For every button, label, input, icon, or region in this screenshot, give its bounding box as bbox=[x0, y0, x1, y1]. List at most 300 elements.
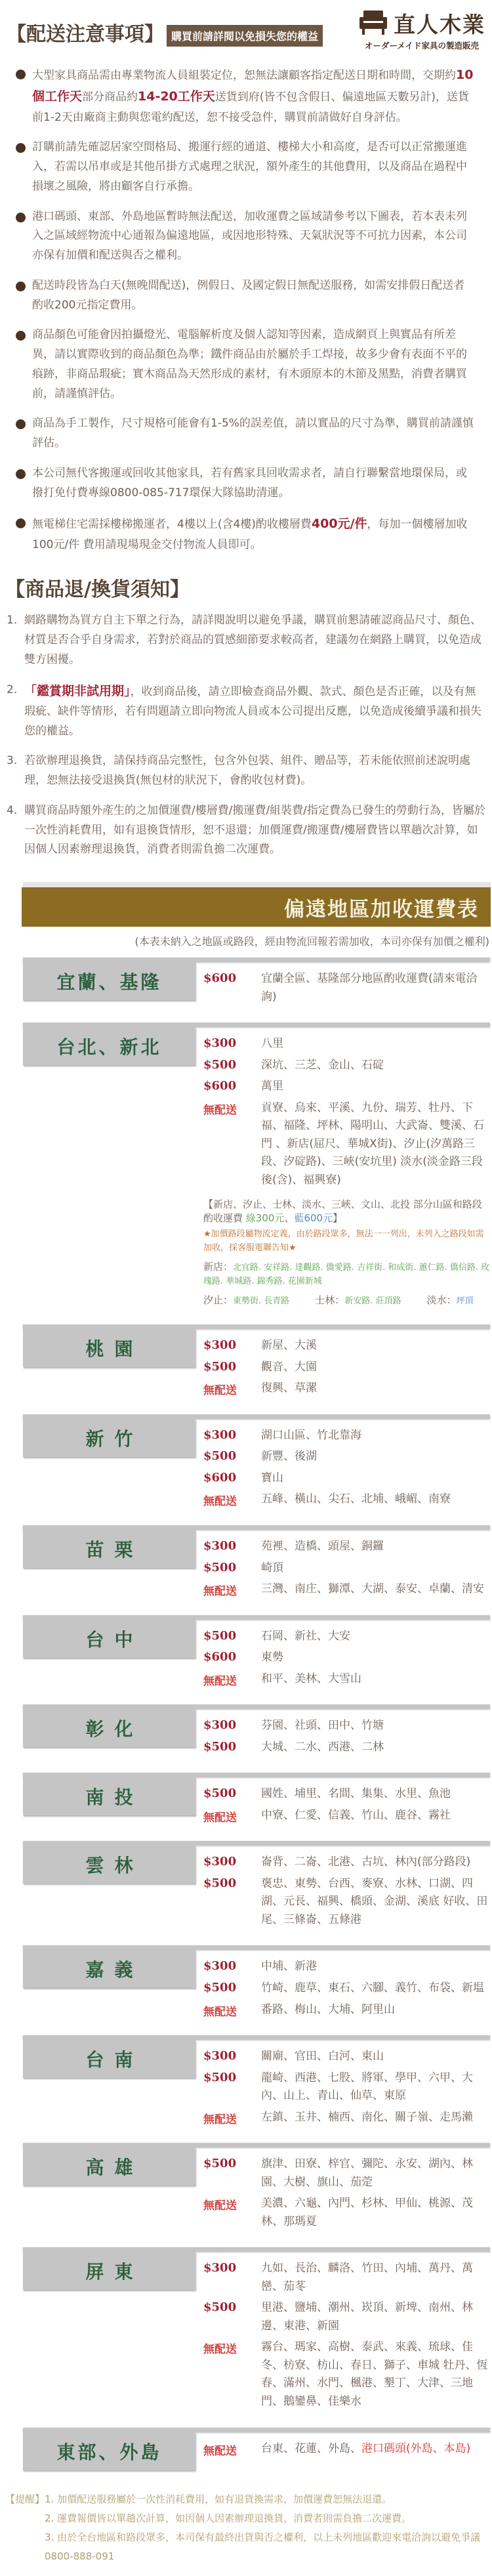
fee-price: $300 bbox=[203, 2049, 237, 2063]
fee-price: $500 bbox=[203, 2157, 237, 2171]
region-name: 苗栗 bbox=[85, 1539, 144, 1561]
bullet-icon bbox=[16, 282, 26, 291]
text-segment: 配送時段皆為白天(無晚間配送)，例假日、及國定假日無配送服務，如需安排假日配送者酌收200元指定費用。 bbox=[32, 278, 465, 312]
fee-areas bbox=[261, 2109, 490, 2127]
text-segment: 苑裡、造橋、頭屋、銅鑼 bbox=[261, 1540, 384, 1553]
return-item bbox=[7, 751, 487, 791]
text-segment: 和平、美林、大雪山 bbox=[261, 1672, 361, 1685]
region-cell bbox=[23, 1950, 195, 1988]
text-segment: 淡水： bbox=[426, 1294, 457, 1306]
fee-price: $500 bbox=[203, 1980, 237, 1995]
text-segment: ，每加一個樓層加收100元/件 費用請現場現金交付物流人員即可。 bbox=[32, 518, 468, 551]
text-segment: 【新店、汐止、士林、淡水、三峽、文山、北投 部分山區和路段酌收運費 bbox=[203, 1198, 482, 1225]
region-cell bbox=[23, 2147, 195, 2185]
delivery-note-text bbox=[32, 276, 476, 316]
fee-entry bbox=[203, 2440, 490, 2459]
delivery-note-text bbox=[32, 138, 476, 196]
brand-logo bbox=[358, 8, 488, 51]
text-segment: 崙背、二崙、北港、古坑、林內(部分路段) bbox=[261, 1855, 471, 1869]
text-segment: 霧台、瑪家、高樹、泰武、來義、琉球、佳冬、枋寮、枋山、春日、獅子、車城 牡丹、恆春、滿州、水門、楓港、墾丁、大津、三地門、鵝鑾鼻、佳樂水 bbox=[261, 2340, 488, 2409]
region-cell bbox=[23, 1329, 195, 1367]
text-segment bbox=[289, 1296, 315, 1306]
fee-price: $600 bbox=[203, 1650, 237, 1664]
delivery-note bbox=[0, 414, 488, 454]
fee-table-row bbox=[23, 1414, 490, 1516]
fee-areas bbox=[261, 1958, 490, 1976]
fee-entry bbox=[203, 1427, 490, 1445]
row-divider bbox=[23, 2143, 490, 2147]
no-delivery-label: 無配送 bbox=[203, 1585, 237, 1599]
fee-entry bbox=[203, 2048, 490, 2066]
fee-entry bbox=[203, 2155, 490, 2191]
fee-areas bbox=[261, 2001, 490, 2019]
no-delivery-label: 無配送 bbox=[203, 1674, 237, 1688]
fee-entry bbox=[203, 1670, 490, 1689]
fee-price: $300 bbox=[203, 1036, 237, 1051]
no-delivery-label: 無配送 bbox=[203, 1103, 237, 1117]
logo-row bbox=[358, 8, 485, 39]
row-divider bbox=[23, 1525, 490, 1530]
no-delivery-label: 無配送 bbox=[203, 2199, 237, 2213]
region-cell bbox=[23, 2040, 195, 2078]
row-divider bbox=[23, 1324, 490, 1329]
fee-row-body bbox=[23, 1846, 490, 1936]
text-segment: 新豐、後湖 bbox=[261, 1450, 317, 1464]
region-entries bbox=[195, 2040, 490, 2134]
delivery-note-text bbox=[32, 207, 476, 266]
region-entries bbox=[195, 1620, 490, 1696]
text-segment: 國姓、埔里、名間、集集、水里、魚池 bbox=[261, 1787, 451, 1801]
fee-entry bbox=[203, 1448, 490, 1466]
fee-areas bbox=[261, 1717, 490, 1735]
fee-entry bbox=[203, 1490, 490, 1509]
fee-table-row bbox=[23, 1704, 490, 1763]
row-divider bbox=[23, 2428, 490, 2432]
region-cell bbox=[23, 1027, 195, 1065]
fee-table-row bbox=[23, 2035, 490, 2134]
text-segment: 竹崎、鹿草、東石、六腳、義竹、布袋、新塭 bbox=[261, 1981, 484, 1995]
armchair-icon bbox=[358, 9, 388, 38]
return-item-text bbox=[24, 751, 487, 791]
fee-areas bbox=[261, 1469, 490, 1488]
fee-areas bbox=[261, 1559, 490, 1578]
fee-areas bbox=[261, 1448, 490, 1466]
page-title: 【配送注意事項】 bbox=[7, 22, 164, 46]
no-delivery-label: 無配送 bbox=[203, 2444, 237, 2458]
fee-row-body bbox=[23, 2147, 490, 2238]
text-segment: 芬園、社頭、田中、竹塘 bbox=[261, 1719, 384, 1733]
region-name: 雲林 bbox=[85, 1855, 144, 1877]
delivery-note bbox=[0, 64, 488, 127]
delivery-note bbox=[0, 138, 488, 196]
text-segment: 港口碼頭、東部、外島地區暫時無法配送，加收運費之區域請參考以下圖表，若本表未列入之區域經物流中心通報為偏遠地區，或因地形特殊、天氣狀況等不可抗力因素，本公司亦保有加價和配送與否之權利。 bbox=[32, 209, 467, 262]
text-segment: 港口碼頭(外島、本島) bbox=[361, 2441, 471, 2455]
text-segment: 「鑑賞期非試用期」 bbox=[24, 683, 131, 698]
region-cell bbox=[23, 2432, 195, 2470]
return-item-number: 1. bbox=[7, 614, 18, 627]
delivery-note bbox=[0, 513, 488, 555]
fee-areas bbox=[261, 2338, 490, 2411]
text-segment: 】 bbox=[333, 1212, 343, 1225]
fee-price: $600 bbox=[203, 1079, 237, 1093]
footer-reminder bbox=[5, 2490, 489, 2567]
fee-price: $300 bbox=[203, 1959, 237, 1974]
banner-shadow bbox=[23, 882, 491, 887]
text-segment: 八里 bbox=[261, 1037, 283, 1051]
header-badge: 購買前請詳閱以免損失您的權益 bbox=[167, 25, 323, 47]
fee-entry bbox=[203, 2195, 490, 2231]
fee-entry bbox=[203, 2338, 490, 2411]
surcharge-route-note bbox=[203, 1292, 490, 1309]
region-entries bbox=[195, 1709, 490, 1763]
return-item-text bbox=[24, 611, 487, 669]
region-cell bbox=[23, 2252, 195, 2290]
bullet-icon bbox=[16, 331, 26, 341]
region-entries bbox=[195, 1419, 490, 1516]
row-divider bbox=[23, 1615, 490, 1620]
fee-table-row bbox=[23, 2247, 490, 2418]
region-entries bbox=[195, 1027, 490, 1315]
bullet-icon bbox=[16, 143, 26, 153]
fee-price: $300 bbox=[203, 1338, 237, 1353]
bullet-icon bbox=[16, 469, 26, 479]
region-entries bbox=[195, 962, 490, 1013]
fee-table-rows bbox=[0, 958, 492, 2470]
text-segment: 綠300元 bbox=[245, 1212, 285, 1225]
fee-entry bbox=[203, 1739, 490, 1757]
return-item-text bbox=[24, 681, 487, 742]
region-name: 屏東 bbox=[85, 2261, 144, 2283]
fee-areas bbox=[261, 2440, 490, 2459]
text-segment: 九如、長治、麟洛、竹田、內埔、萬丹、萬巒、茄苳 bbox=[261, 2262, 473, 2293]
fee-price: $300 bbox=[203, 1855, 237, 1869]
fee-areas bbox=[261, 1490, 490, 1509]
fee-areas bbox=[261, 1099, 490, 1190]
fee-price: $500 bbox=[203, 1057, 237, 1072]
delivery-note bbox=[0, 464, 488, 503]
return-item-number: 3. bbox=[7, 754, 18, 768]
row-divider bbox=[23, 1704, 490, 1709]
fee-table-row bbox=[23, 1023, 490, 1315]
text-segment: 無電梯住宅需採樓梯搬運者，4樓以上(含4樓)酌收樓層費 bbox=[32, 518, 312, 532]
row-divider bbox=[23, 1945, 490, 1950]
region-name: 台北、新北 bbox=[56, 1036, 162, 1059]
fee-table-row bbox=[23, 2428, 490, 2470]
fee-entry bbox=[203, 2109, 490, 2127]
bullet-icon bbox=[16, 518, 26, 528]
fee-entry bbox=[203, 1649, 490, 1667]
fee-entry bbox=[203, 1359, 490, 1377]
fee-areas bbox=[261, 1739, 490, 1757]
delivery-note-text bbox=[32, 414, 476, 454]
fee-table-row bbox=[23, 1773, 490, 1832]
text-segment: 宜蘭全區、基隆部分地區酌收運費(請來電洽詢) bbox=[261, 972, 478, 1003]
delivery-note bbox=[0, 276, 488, 316]
fee-price: $600 bbox=[203, 971, 237, 985]
fee-entry bbox=[203, 2001, 490, 2019]
fee-row-body bbox=[23, 1329, 490, 1405]
fee-entry bbox=[203, 970, 490, 1006]
region-entries bbox=[195, 2432, 490, 2470]
fee-entry bbox=[203, 1057, 490, 1075]
fee-entry bbox=[203, 1559, 490, 1578]
text-segment: 網路購物為買方自主下單之行為，請詳閱說明以避免爭議，購買前懇請確認商品尺寸、顏色、材質是否合乎自身需求，若對於商品的質感細節要求較高者，建議勿在網路上購買，以免造成雙方困擾。 bbox=[24, 614, 482, 666]
delivery-note bbox=[0, 326, 488, 404]
fee-entry bbox=[203, 1628, 490, 1646]
text-segment: 里港、鹽埔、潮州、崁頂、新埤、南州、林邊、東港、新園 bbox=[261, 2301, 473, 2333]
text-segment: 龍崎、西港、七股、將軍、學甲、六甲、大內、山上、青山、仙草、東原 bbox=[261, 2071, 473, 2103]
text-segment bbox=[401, 1296, 427, 1306]
text-segment: 旗津、田寮、梓官、彌陀、永安、湖內、林園、大樹、旗山、茄萣 bbox=[261, 2157, 473, 2189]
fee-row-body bbox=[23, 1777, 490, 1832]
text-segment: 美濃、六龜、內門、杉林、甲仙、桃源、茂林、那瑪夏 bbox=[261, 2197, 473, 2228]
fee-table-row bbox=[23, 1525, 490, 1606]
no-delivery-label: 無配送 bbox=[203, 1811, 237, 1825]
fee-areas bbox=[261, 2155, 490, 2191]
footer-items bbox=[45, 2490, 489, 2567]
fee-row-body bbox=[23, 1950, 490, 2026]
row-divider bbox=[23, 2035, 490, 2040]
text-segment: 褒忠、東勢、台西、麥寮、水林、口湖、四湖、元長、福興、橋頭、金湖、溪底 好收、田尾、三條崙、五條港 bbox=[261, 1876, 488, 1926]
fee-row-body bbox=[23, 1027, 490, 1315]
fee-price: $500 bbox=[203, 1786, 237, 1801]
fee-price: $300 bbox=[203, 2261, 237, 2275]
text-segment: 訂購前請先確認居家空間格局、搬運行經的通道、樓梯大小和高度，是否可以正常搬運進入，若需以吊車或是其他吊掛方式處理之狀況，額外產生的其他費用，以及商品在過程中損壞之風險，將由顧客自行承擔。 bbox=[32, 140, 467, 193]
text-segment: 大型家具商品需由專業物流人員組裝定位，恕無法讓顧客指定配送日期和時間，交期約 bbox=[32, 69, 456, 82]
fee-entry bbox=[203, 1380, 490, 1398]
fee-areas bbox=[261, 1580, 490, 1599]
fee-areas bbox=[261, 1078, 490, 1096]
region-name: 宜蘭、基隆 bbox=[56, 971, 162, 993]
fee-entry bbox=[203, 1807, 490, 1825]
fee-row-body bbox=[23, 1620, 490, 1696]
fee-entry bbox=[203, 1580, 490, 1599]
fee-table-banner bbox=[22, 887, 491, 927]
bullet-icon bbox=[16, 213, 26, 222]
return-item bbox=[7, 611, 487, 669]
text-segment: 藍600元 bbox=[294, 1212, 333, 1225]
region-entries bbox=[195, 1950, 490, 2026]
fee-price: $500 bbox=[203, 1449, 237, 1464]
fee-entry bbox=[203, 2260, 490, 2296]
fee-table-row bbox=[23, 1615, 490, 1696]
text-segment: 貢寮、烏來、平溪、九份、瑞芳、牡丹、下福、福隆、坪林、陽明山、大武崙、雙溪、石門 、新店(屈尺、華城X街)、汐止(汐萬路三段、汐碇路)、三峽(安坑里) 淡水(淡金路三段後(含)、福興寮) bbox=[261, 1101, 484, 1187]
returns-list bbox=[0, 611, 492, 860]
surcharge-route-note bbox=[203, 1197, 490, 1225]
fee-entry bbox=[203, 1853, 490, 1872]
text-segment: 士林： bbox=[315, 1294, 345, 1306]
fee-row-body bbox=[23, 1419, 490, 1516]
fee-entry bbox=[203, 1099, 490, 1190]
region-name: 新竹 bbox=[85, 1427, 144, 1450]
text-segment: 東勢街. 長青路 bbox=[233, 1296, 290, 1306]
text-segment: 商品顏色可能會因拍攝燈光、電腦解析度及個人認知等因素，造成網頁上與實品有所差異，請以實際收到的商品顏色為準；鐵件商品由於屬於手工焊接，故多少會有表面不平的痕跡，非商品瑕疵；實木商品為天然形成的素材，有木頭原本的木節及黑點，消費者購買前，請謹慎評估。 bbox=[32, 328, 467, 400]
fee-price: $300 bbox=[203, 1427, 237, 1442]
fee-price: $500 bbox=[203, 1876, 237, 1890]
fee-price: $500 bbox=[203, 1359, 237, 1374]
fee-table-note: (本表未納入之地區或路段，經由物流回報若需加收，本司亦保有加價之權利) bbox=[134, 935, 489, 948]
region-entries bbox=[195, 1777, 490, 1832]
text-segment: 番路、梅山、大埔、阿里山 bbox=[261, 2002, 395, 2016]
fee-areas bbox=[261, 1337, 490, 1355]
fee-entry bbox=[203, 1337, 490, 1355]
row-divider bbox=[23, 1773, 490, 1777]
delivery-note-text bbox=[32, 326, 476, 404]
fee-areas bbox=[261, 1853, 490, 1872]
fee-price: $300 bbox=[203, 1718, 237, 1733]
fee-areas bbox=[261, 1649, 490, 1667]
fee-entry bbox=[203, 1875, 490, 1930]
text-segment: 復興、草漯 bbox=[261, 1382, 317, 1395]
fee-table-row bbox=[23, 1324, 490, 1405]
header bbox=[0, 0, 492, 53]
text-segment: 三灣、南庄、獅潭、大湖、泰安、卓蘭、清安 bbox=[261, 1582, 484, 1596]
text-segment: ★加價路段屬物流定義，由於路段眾多，無法一一列出，未列入之路段如需加收，採客服電聯告知★ bbox=[203, 1229, 484, 1254]
fee-row-body bbox=[23, 1709, 490, 1763]
text-segment: 湖口山區、竹北靠海 bbox=[261, 1428, 361, 1442]
footer-reminder-item: 1. 加價配送服務屬於一次性消耗費用，如有退貨換需求，加價運費恕無法退還。 bbox=[45, 2493, 392, 2505]
return-item bbox=[7, 801, 487, 860]
fee-price: $500 bbox=[203, 1739, 237, 1754]
text-segment: 寶山 bbox=[261, 1471, 283, 1485]
fee-entry bbox=[203, 2069, 490, 2105]
fee-price: $500 bbox=[203, 1560, 237, 1574]
row-divider bbox=[23, 1023, 490, 1027]
region-name: 東部、外島 bbox=[56, 2441, 162, 2463]
fee-table-row bbox=[23, 958, 490, 1013]
text-segment: 石岡、新社、大安 bbox=[261, 1629, 350, 1643]
region-entries bbox=[195, 2147, 490, 2238]
text-segment: 東勢 bbox=[261, 1651, 283, 1664]
title-wrap bbox=[7, 8, 323, 47]
text-segment: 崎頂 bbox=[261, 1561, 283, 1574]
fee-areas bbox=[261, 1538, 490, 1556]
fee-areas bbox=[261, 1427, 490, 1445]
text-segment: 關廟、官田、白河、東山 bbox=[261, 2050, 384, 2063]
return-item-text bbox=[24, 801, 487, 860]
region-name: 南投 bbox=[85, 1786, 144, 1809]
no-delivery-label: 無配送 bbox=[203, 2005, 237, 2019]
footer-reminder-item: 3. 由於全台地區和路段眾多，本司保有最終出貨與否之權利，以上未列地區歡迎來電洽詢以避免爭議 0800-888-091 bbox=[45, 2531, 481, 2563]
region-name: 彰化 bbox=[85, 1718, 144, 1741]
region-name: 嘉義 bbox=[85, 1959, 144, 1981]
fee-areas bbox=[261, 2195, 490, 2231]
region-name: 桃園 bbox=[85, 1338, 144, 1361]
fee-table-row bbox=[23, 1841, 490, 1936]
delivery-note-text bbox=[32, 513, 476, 555]
surcharge-route-note bbox=[203, 1228, 490, 1256]
text-segment: 、 bbox=[284, 1212, 295, 1225]
returns-section-title: 【商品退/換貨須知】 bbox=[5, 578, 190, 602]
text-segment: 觀音、大園 bbox=[261, 1360, 317, 1374]
fee-price: $300 bbox=[203, 1539, 237, 1553]
region-cell bbox=[23, 1777, 195, 1815]
text-segment: 部分商品約 bbox=[82, 91, 138, 104]
text-segment: ，收到商品後，請立即檢查商品外觀、款式、顏色是否正確，以及有無瑕疵、缺件等情形，若有問題請立即向物流人員或本公司提出反應，以免造成後續爭議和損失您的權益。 bbox=[24, 685, 482, 738]
fee-areas bbox=[261, 2260, 490, 2296]
region-entries bbox=[195, 1329, 490, 1405]
row-divider bbox=[23, 958, 490, 962]
no-delivery-label: 無配送 bbox=[203, 1495, 237, 1509]
text-segment: 新安路. 莊頂路 bbox=[344, 1296, 401, 1306]
bullet-icon bbox=[16, 419, 26, 429]
text-segment: 購買商品時額外產生的之加價運費/樓層費/搬運費/組裝費/指定費為已發生的勞動行為，皆屬於一次性消耗費用，如有退換貨情形，恕不退還；加價運費/搬運費/樓層費皆以單趟次計算，如因個人因素辦理退換貨，消費者則需負擔二次運費。 bbox=[24, 803, 485, 856]
region-cell bbox=[23, 1620, 195, 1658]
region-entries bbox=[195, 1846, 490, 1936]
text-segment: 汐止： bbox=[203, 1294, 234, 1306]
text-segment: 坪頂 bbox=[456, 1296, 474, 1306]
fee-row-body bbox=[23, 2040, 490, 2134]
fee-price: $600 bbox=[203, 1470, 237, 1485]
fee-areas bbox=[261, 1380, 490, 1398]
fee-row-body bbox=[23, 962, 490, 1013]
text-segment: 商品為手工製作，尺寸規格可能會有1-5%的誤差值，請以實品的尺寸為準，購買前請謹慎評估。 bbox=[32, 417, 474, 450]
fee-areas bbox=[261, 2048, 490, 2066]
text-segment: 新店： bbox=[203, 1260, 234, 1273]
no-delivery-label: 無配送 bbox=[203, 2343, 237, 2357]
text-segment: 北宜路. 安祥路. 達觀路. 僑愛路. 吉祥街. 和成街. 蕙仁路. 僑信路. 玫瑰路. 華城路. 錦秀路. 花園新城 bbox=[203, 1262, 490, 1286]
text-segment: 14-20工作天 bbox=[138, 89, 215, 104]
fee-table-row bbox=[23, 2143, 490, 2238]
fee-areas bbox=[261, 1359, 490, 1377]
fee-areas bbox=[261, 1628, 490, 1646]
text-segment: 若欲辦理退換貨，請保持商品完整性，包含外包裝、組件、贈品等，若未能依照前述說明處理，恕無法接受退換貨(無包材的狀況下，會酌收包材費)。 bbox=[24, 754, 470, 787]
region-cell bbox=[23, 962, 195, 1000]
footer-reminder-item: 2. 運費報價皆以單趟次計算，如因個人因素辦理退換貨，消費者則需負擔二次運費。 bbox=[45, 2512, 412, 2524]
text-segment: 送貨到府(皆不包含假日、偏遠地區天數另計)，送貨前1-2天由廠商主動與您電約配送，恕不接受急件，購買前請做好自身評估。 bbox=[32, 91, 470, 124]
fee-table-banner-title: 偏遠地區加收運費表 bbox=[284, 897, 479, 921]
return-item bbox=[7, 681, 487, 742]
text-segment: 大城、二水、西港、二林 bbox=[261, 1740, 384, 1754]
text-segment: 10個工作天 bbox=[32, 68, 474, 104]
fee-row-body bbox=[23, 2432, 490, 2470]
row-divider bbox=[23, 1841, 490, 1846]
delivery-note-text bbox=[32, 464, 476, 503]
fee-entry bbox=[203, 1035, 490, 1053]
delivery-notes-list bbox=[0, 53, 492, 555]
fee-areas bbox=[261, 1785, 490, 1804]
region-entries bbox=[195, 2252, 490, 2418]
fee-areas bbox=[261, 1875, 490, 1930]
surcharge-route-note bbox=[203, 1259, 490, 1289]
return-item-number: 4. bbox=[7, 803, 18, 817]
fee-entry bbox=[203, 1958, 490, 1976]
text-segment: 中埔、新港 bbox=[261, 1960, 317, 1974]
fee-entry bbox=[203, 1078, 490, 1096]
return-item-number: 2. bbox=[7, 683, 18, 696]
delivery-note bbox=[0, 207, 488, 266]
row-divider bbox=[23, 2247, 490, 2252]
region-cell bbox=[23, 1709, 195, 1747]
footer-label: 【提醒】 bbox=[5, 2493, 45, 2505]
no-delivery-label: 無配送 bbox=[203, 1384, 237, 1398]
region-cell bbox=[23, 1419, 195, 1457]
fee-price: $500 bbox=[203, 2070, 237, 2084]
text-segment: 五峰、橫山、尖石、北埔、峨嵋、南寮 bbox=[261, 1492, 451, 1506]
text-segment: 萬里 bbox=[261, 1080, 283, 1093]
row-divider bbox=[23, 1414, 490, 1419]
logo-subtitle: オーダーメイド家具の製造販売 bbox=[364, 41, 480, 51]
region-name: 高雄 bbox=[85, 2157, 144, 2179]
fee-price: $500 bbox=[203, 2300, 237, 2315]
text-segment: 左鎮、玉井、楠西、南化、關子嶺、走馬瀨 bbox=[261, 2110, 473, 2124]
fee-areas bbox=[261, 1057, 490, 1075]
fee-areas bbox=[261, 1670, 490, 1689]
fee-row-body bbox=[23, 1530, 490, 1606]
fee-areas bbox=[261, 1807, 490, 1825]
text-segment: 新屋、大溪 bbox=[261, 1339, 317, 1353]
text-segment: 中寮、仁愛、信義、竹山、鹿谷、霧社 bbox=[261, 1808, 451, 1822]
